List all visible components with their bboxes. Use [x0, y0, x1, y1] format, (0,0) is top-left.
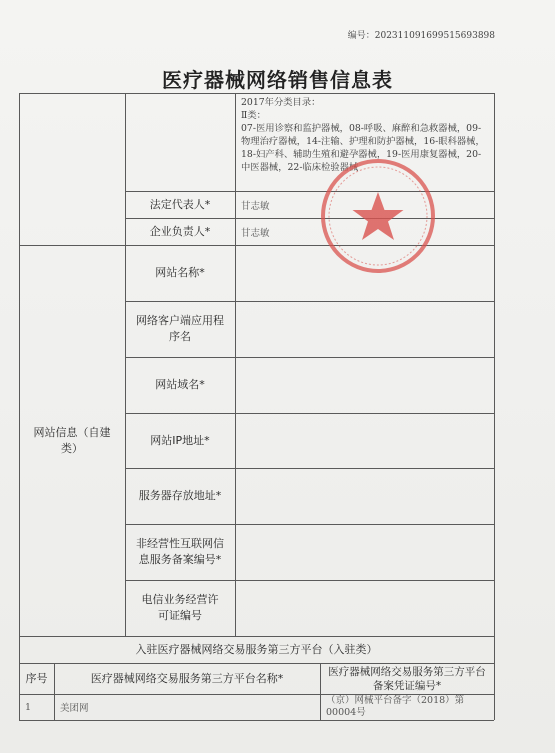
scope-catalog-year: 2017年分类目录：	[241, 97, 321, 108]
platform-section-header: 入驻医疗器械网络交易服务第三方平台（入驻类）	[135, 642, 378, 656]
website-ip-label: 网站IP地址*	[150, 433, 210, 447]
scope-categories: 07-医用诊察和监护器械，08-呼吸、麻醉和急救器械，09-物理治疗器械，14-注输、护理和防护器械，16-眼科器械，18-妇产科、辅助生殖和避孕器械，19-医用康复器械，20-中医器械，22-临床检验器械	[241, 123, 485, 173]
website-info-group-label: 网站信息（自建类）	[33, 425, 111, 455]
legal-representative-label: 法定代表人*	[149, 197, 211, 211]
table-row-platform-record: （京）网械平台备字（2018）第00004号	[326, 695, 465, 718]
table-row-index: 1	[25, 701, 32, 713]
table-border-bottom	[19, 720, 494, 721]
enterprise-principal-value: 甘志敏	[241, 227, 270, 239]
table-border-right	[494, 93, 495, 720]
column-header-platform-name: 医疗器械网络交易服务第三方平台名称*	[90, 671, 284, 685]
server-address-label: 服务器存放地址*	[138, 489, 222, 502]
legal-representative-value: 甘志敏	[241, 200, 270, 212]
scope-class: Ⅱ类：	[241, 110, 266, 121]
column-header-platform-record: 医疗器械网络交易服务第三方平台备案凭证编号*	[328, 665, 486, 692]
icp-filing-number-label: 非经营性互联网信息服务备案编号*	[136, 537, 224, 566]
table-row-platform-name: 美团网	[60, 703, 89, 714]
star-icon	[353, 192, 404, 240]
serial-number: 编号：2023110916995156938​98	[347, 31, 495, 41]
website-name-label: 网站名称*	[155, 266, 205, 279]
enterprise-principal-label: 企业负责人*	[149, 224, 211, 238]
column-header-index: 序号	[25, 671, 48, 685]
client-app-name-label: 网络客户端应用程序名	[136, 314, 224, 343]
page-title: 医疗器械网络销售信息表	[162, 68, 393, 92]
telecom-license-label: 电信业务经营许可证编号	[141, 593, 219, 622]
website-domain-label: 网站域名*	[155, 378, 205, 391]
official-seal-stamp	[320, 158, 436, 274]
